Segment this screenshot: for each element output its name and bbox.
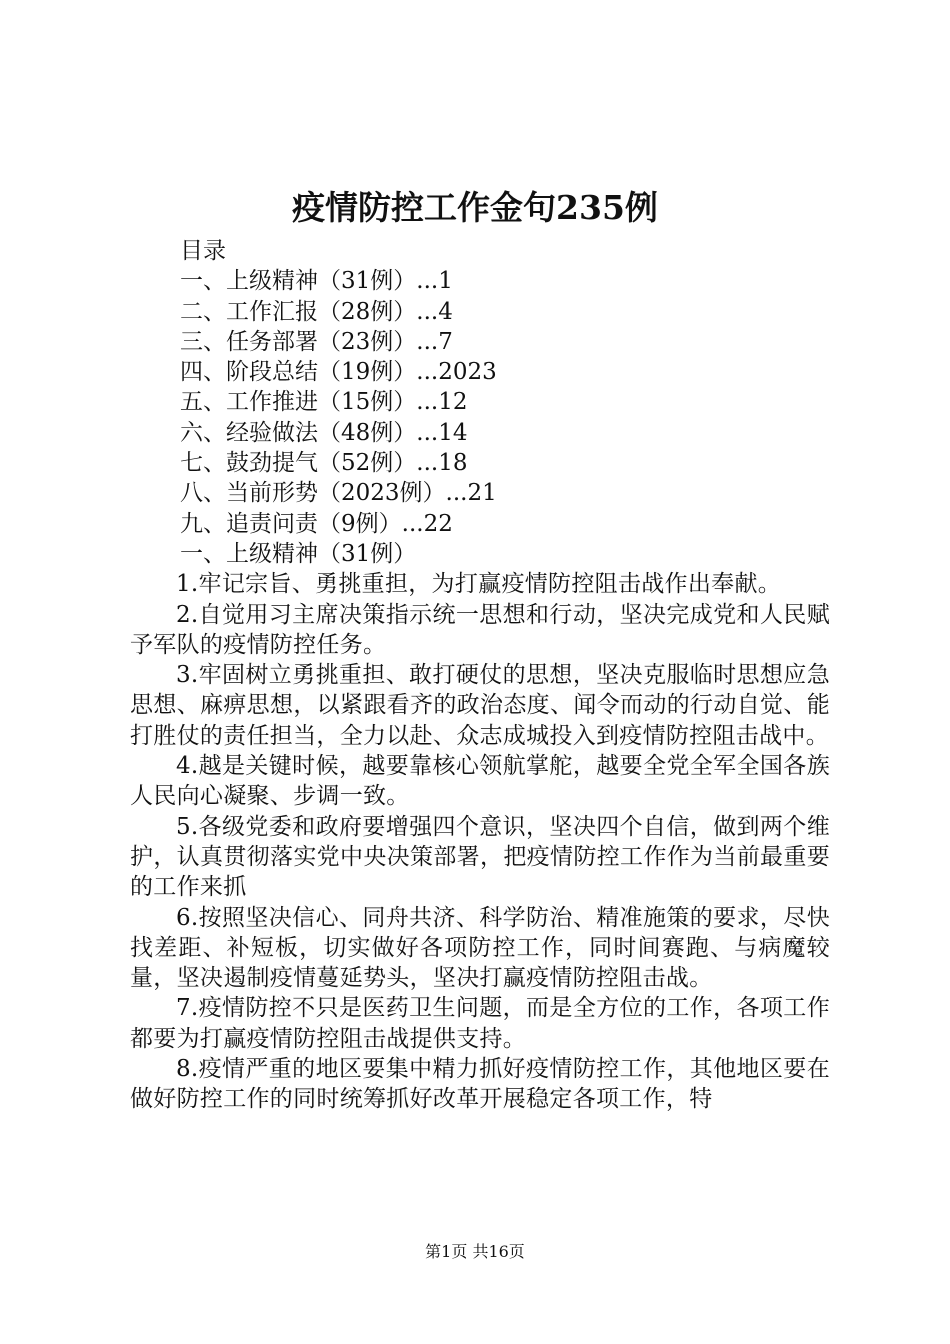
- toc-item: 三、任务部署（23例）...7: [180, 328, 453, 355]
- body-paragraph: 4.越是关键时候，越要靠核心领航掌舵，越要全党全军全国各族人民向心凝聚、步调一致。: [130, 753, 830, 810]
- toc-item: 九、追责问责（9例）...22: [180, 510, 453, 537]
- body-paragraph: 1.牢记宗旨、勇挑重担，为打赢疫情防控阻击战作出奉献。: [176, 571, 782, 598]
- toc-heading: 目录: [180, 238, 226, 264]
- body-paragraph: 8.疫情严重的地区要集中精力抓好疫情防控工作，其他地区要在做好防控工作的同时统筹抓好改革开展稳定各项工作，特: [130, 1056, 830, 1113]
- toc-item: 五、工作推进（15例）...12: [180, 389, 468, 416]
- page-footer: 第1页 共16页: [425, 1242, 525, 1261]
- toc-item: 六、经验做法（48例）...14: [180, 419, 468, 446]
- body-paragraph: 5.各级党委和政府要增强四个意识，坚决四个自信，做到两个维护，认真贯彻落实党中央决策部署，把疫情防控工作作为当前最重要的工作来抓: [130, 813, 830, 901]
- body-paragraph: 6.按照坚决信心、同舟共济、科学防治、精准施策的要求，尽快找差距、补短板，切实做好各项防控工作，同时间赛跑、与病魔较量，坚决遏制疫情蔓延势头，坚决打赢疫情防控阻击战。: [130, 904, 830, 992]
- body-paragraph: 7.疫情防控不只是医药卫生问题，而是全方位的工作，各项工作都要为打赢疫情防控阻击战提供支持。: [130, 995, 830, 1052]
- toc-item: 一、上级精神（31例）...1: [180, 268, 453, 295]
- toc-item: 二、工作汇报（28例）...4: [180, 298, 453, 325]
- section-heading: 一、上级精神（31例）: [180, 540, 417, 567]
- toc-item: 八、当前形势（2023例）...21: [180, 480, 497, 507]
- document-body: [130, 236, 830, 1115]
- toc-item: 七、鼓劲提气（52例）...18: [180, 450, 468, 477]
- document-title: 疫情防控工作金句235例: [292, 188, 658, 227]
- body-paragraph: 3.牢固树立勇挑重担、敢打硬仗的思想，坚决克服临时思想应急思想、麻痹思想，以紧跟看齐的政治态度、闻令而动的行动自觉、能打胜仗的责任担当，全力以赴、众志成城投入到疫情防控阻击战中。: [130, 662, 830, 749]
- body-paragraph: 2.自觉用习主席决策指示统一思想和行动，坚决完成党和人民赋予军队的疫情防控任务。: [130, 601, 830, 658]
- toc-item: 四、阶段总结（19例）...2023: [180, 359, 497, 386]
